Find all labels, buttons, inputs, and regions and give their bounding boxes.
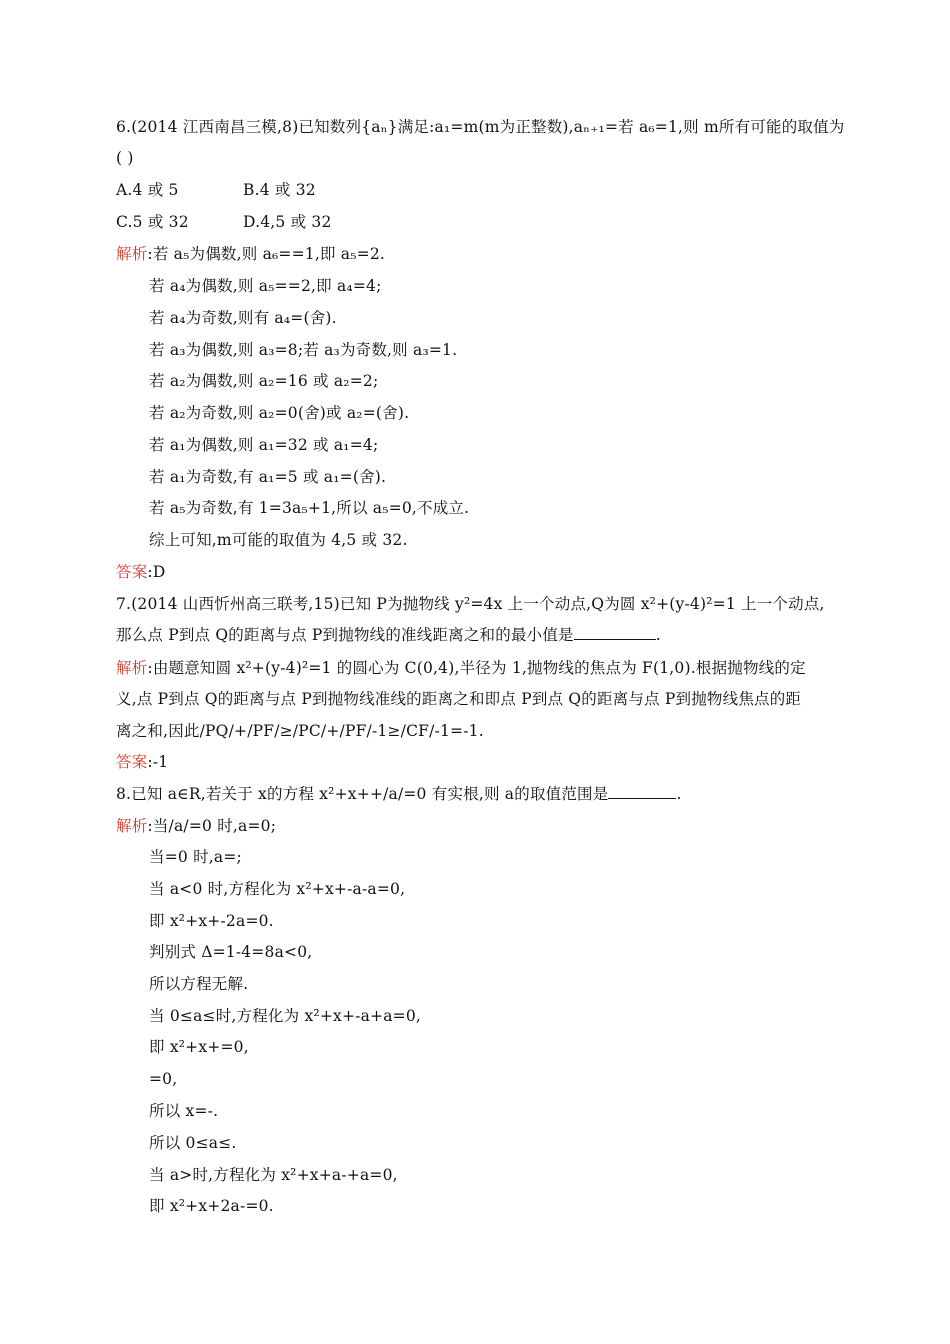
q8-solution-first-line [116,816,276,836]
q8-solution-line: 当=0 时,a=; [149,848,242,866]
q8-solution-first-text: :当/a/=0 时,a=0; [147,817,277,835]
q7-answer-blank [574,625,656,640]
q6-solution-line: 若 a₄为偶数,则 a₅==2,即 a₄=4; [149,277,382,295]
q8-solution-line: 所以方程无解. [149,975,249,993]
q7-solution-first-line [116,658,806,678]
q8-solution-line: 即 x²+x+-2a=0. [149,912,274,930]
q6-solution-first-text: :若 a₅为偶数,则 a₆==1,即 a₅=2. [147,245,386,263]
q8-solution-line: 所以 x=-. [149,1102,219,1120]
q8-solution-label: 解析 [116,817,148,835]
q8-solution-line: 当 a<0 时,方程化为 x²+x+-a-a=0, [149,880,406,898]
q6-option-d: D.4,5 或 32 [243,213,332,231]
q6-option-a: A.4 或 5 [116,181,179,199]
q6-solution-line: 综上可知,m可能的取值为 4,5 或 32. [149,531,408,549]
q6-option-c: C.5 或 32 [116,213,189,231]
q6-answer-value: :D [147,563,166,581]
q6-solution-line: 若 a₁为偶数,则 a₁=32 或 a₁=4; [149,436,379,454]
q7-stem-line-2-text: 那么点 P到点 Q的距离与点 P到抛物线的准线距离之和的最小值是 [116,626,574,644]
q8-solution-line: 当 0≤a≤时,方程化为 x²+x+-a+a=0, [149,1007,422,1025]
q7-solution-first-text: :由题意知圆 x²+(y-4)²=1 的圆心为 C(0,4),半径为 1,抛物线的焦点为 F(1,0).根据抛物线的定 [147,659,806,677]
q8-stem-line [116,784,682,804]
q6-solution-line: 若 a₅为奇数,有 1=3a₅+1,所以 a₅=0,不成立. [149,499,470,517]
q8-solution-line: 判别式 Δ=1-4=8a<0, [149,943,313,961]
q6-solution-line: 若 a₄为奇数,则有 a₄=(舍). [149,309,337,327]
q7-stem-line-1: 7.(2014 山西忻州高三联考,15)已知 P为抛物线 y²=4x 上一个动点,Q为圆 x²+(y-4)²=1 上一个动点, [116,595,825,613]
q7-answer-label: 答案 [116,753,148,771]
q7-answer-value: :-1 [147,753,169,771]
q6-solution-line: 若 a₂为偶数,则 a₂=16 或 a₂=2; [149,372,379,390]
q7-answer-line [116,752,168,772]
q8-stem-end: . [676,785,682,803]
q8-solution-line: 即 x²+x+=0, [149,1038,249,1056]
q6-solution-label: 解析 [116,245,148,263]
q7-stem-line-2 [116,625,661,645]
q6-solution-line: 若 a₂为奇数,则 a₂=0(舍)或 a₂=(舍). [149,404,410,422]
q8-stem-text: 8.已知 a∈R,若关于 x的方程 x²+x++/a/=0 有实根,则 a的取值范围是 [116,785,609,803]
q6-stem-line-1: 6.(2014 江西南昌三模,8)已知数列{aₙ}满足:a₁=m(m为正整数),aₙ₊₁=若 a₆=1,则 m所有可能的取值为 [116,118,845,136]
q8-solution-line: 当 a>时,方程化为 x²+x+a-+a=0, [149,1166,398,1184]
q6-answer-label: 答案 [116,563,148,581]
q8-answer-blank [608,784,676,799]
q7-solution-line: 离之和,因此/PQ/+/PF/≥/PC/+/PF/-1≥/CF/-1=-1. [116,722,484,740]
q7-solution-line: 义,点 P到点 Q的距离与点 P到抛物线准线的距离之和即点 P到点 Q的距离与点 P到抛物线焦点的距 [116,690,802,708]
q8-solution-line: 即 x²+x+2a-=0. [149,1197,274,1215]
q6-solution-first-line [116,244,385,264]
q6-solution-line: 若 a₃为偶数,则 a₃=8;若 a₃为奇数,则 a₃=1. [149,341,458,359]
q6-option-b: B.4 或 32 [243,181,316,199]
q6-stem-line-2: ( ) [116,149,134,167]
q6-solution-line: 若 a₁为奇数,有 a₁=5 或 a₁=(舍). [149,468,387,486]
q8-solution-line: =0, [149,1070,178,1088]
q7-solution-label: 解析 [116,659,148,677]
q8-solution-line: 所以 0≤a≤. [149,1134,237,1152]
q6-answer-line [116,562,165,582]
q7-stem-line-2-end: . [655,626,661,644]
